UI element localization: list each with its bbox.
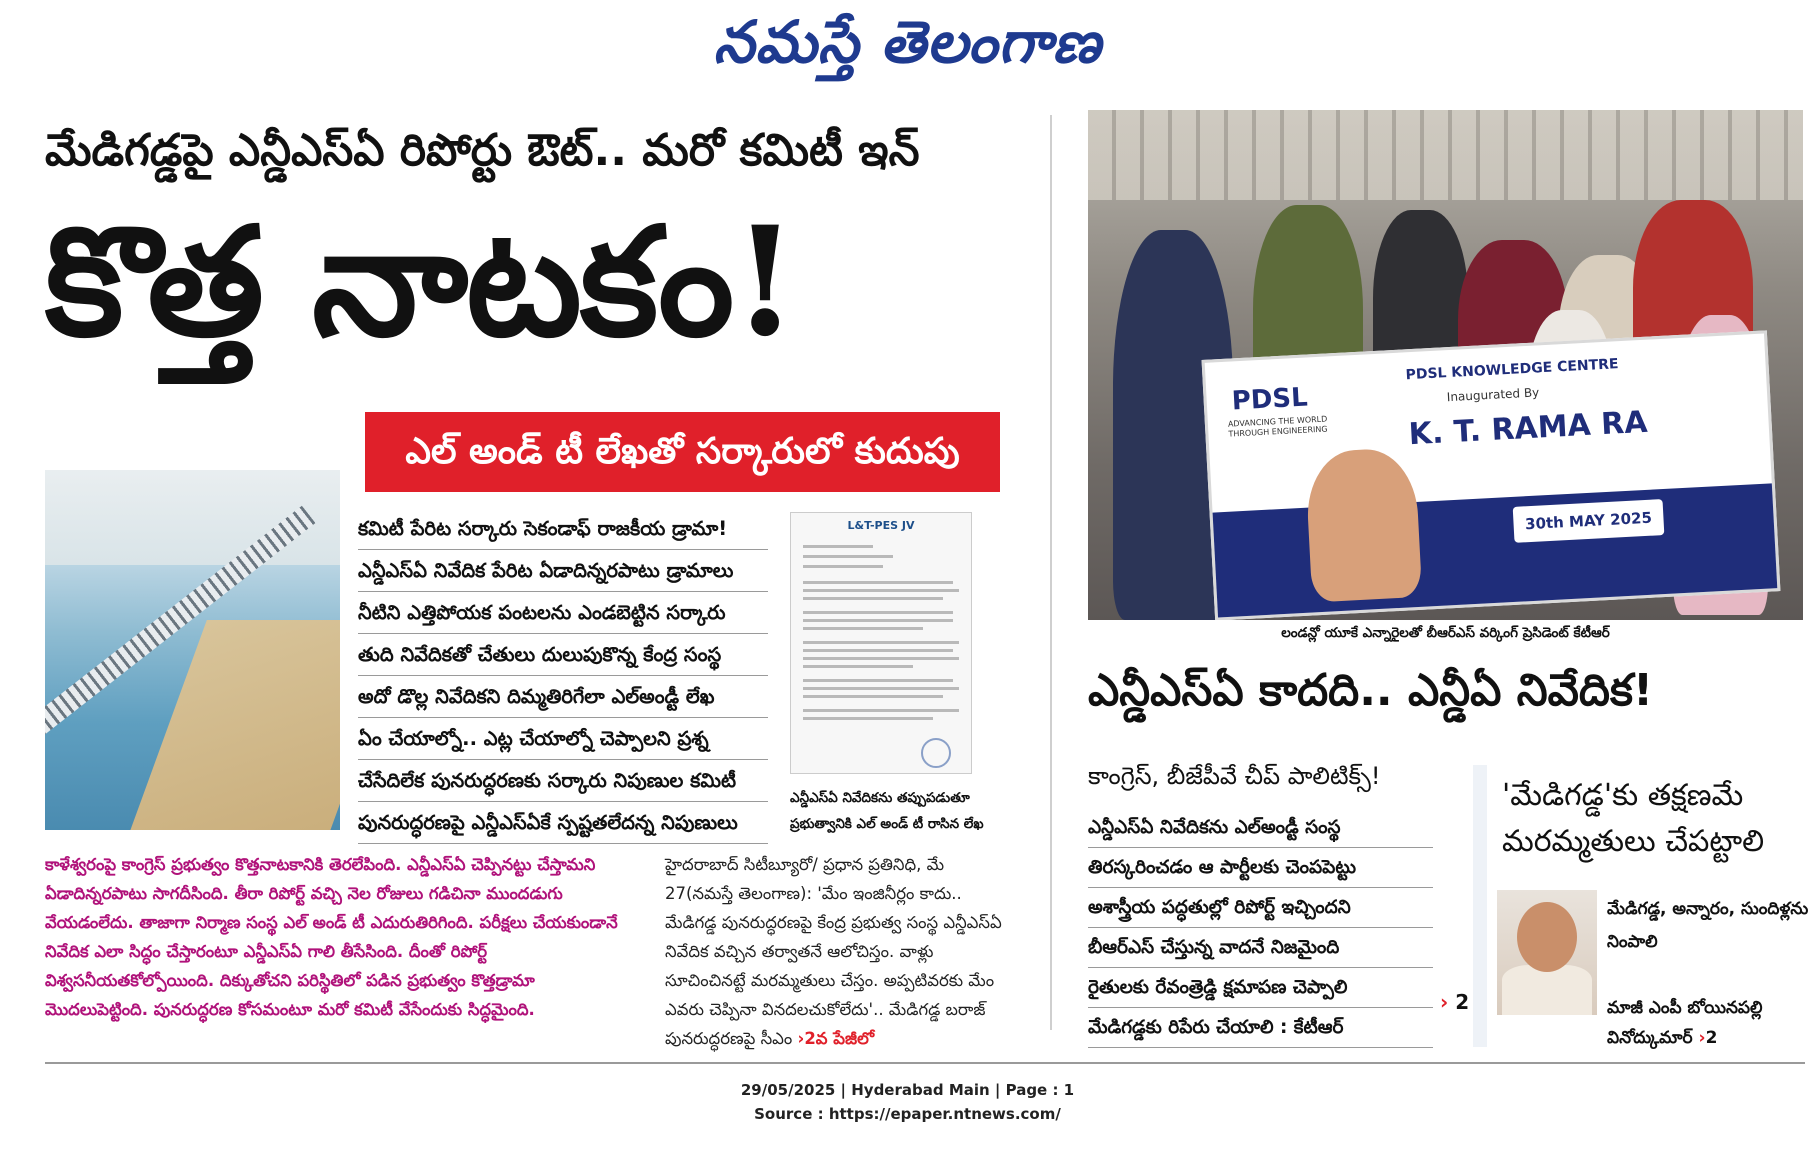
lead-bullet: చేసేదిలేక పునరుద్ధరణకు సర్కారు నిపుణుల కమిటీ — [358, 760, 768, 802]
vinod-kumar-photo — [1497, 890, 1597, 1015]
page-ref-arrow: › — [1440, 990, 1449, 1014]
banner-portrait — [1305, 447, 1423, 603]
letter-header: L&T-PES JV — [847, 519, 915, 532]
second-line: అశాస్త్రీయ పద్ధతుల్లో రిపోర్ట్ ఇచ్చిందని — [1088, 888, 1433, 928]
second-line: బీఆర్ఎస్ చేస్తున్న వాదనే నిజమైంది — [1088, 928, 1433, 968]
second-line: మేడిగడ్డకు రిపేరు చేయాలి : కేటీఆర్ — [1088, 1008, 1433, 1048]
footer-edition: 29/05/2025 | Hyderabad Main | Page : 1 — [740, 1081, 1075, 1099]
ktr-london-photo — [1088, 110, 1803, 620]
lead-summary-paragraph: కాళేశ్వరంపై కాంగ్రెస్ ప్రభుత్వం కొత్తనాటకానికి తెరలేపింది. ఎన్డీఎస్ఏ చెప్పినట్టు చేస్తామని ఏడాదిన్నరపాటు సాగదీసింది. తీరా రిపోర్ట్ వచ్చి నెల రోజులు గడిచినా ముందడుగు వేయడంలేదు. తాజాగా నిర్మాణ సంస్థ ఎల్ అండ్ టీ ఎదురుతిరిగింది. పరీక్షలు చేయకుండానే నివేదిక ఎలా సిద్ధం చేస్తారంటూ ఎన్డీఎస్ఏ గాలి తీసేసింది. దీంతో రిపోర్ట్ విశ్వసనీయతకోల్పోయింది. దిక్కుతోచని పరిస్థితిలో పడిన ప్రభుత్వం కొత్తడ్రామా మొదలుపెట్టింది. పునరుద్ధరణ కోసమంటూ మరో కమిటీ వేసేందుకు సిద్ధమైంది. — [45, 855, 618, 1019]
footer — [0, 1078, 1815, 1126]
side-headline: 'మేడిగడ్డ'కు తక్షణమే మరమ్మతులు చేపట్టాలి — [1502, 778, 1765, 859]
second-line: తిరస్కరించడం ఆ పార్టీలకు చెంపపెట్టు — [1088, 848, 1433, 888]
letter-stamp — [921, 738, 951, 768]
side-story-box — [1473, 765, 1815, 1047]
second-line: రైతులకు రేవంత్రెడ్డి క్షమాపణ చెప్పాలి — [1088, 968, 1433, 1008]
red-strap: ఎల్ అండ్ టీ లేఖతో సర్కారులో కుదుపు — [365, 412, 1000, 492]
lead-bullet: తుది నివేదికతో చేతులు దులుపుకొన్న కేంద్ర సంస్థ — [358, 634, 768, 676]
lead-report-text — [665, 850, 1005, 1053]
lead-kicker: మేడిగడ్డపై ఎన్డీఎస్ఏ రిపోర్టు ఔట్.. మరో కమిటీ ఇన్ — [45, 125, 920, 176]
report-body: హైదరాబాద్ సిటీబ్యూరో/ ప్రధాన ప్రతినిధి, మే 27(నమస్తే తెలంగాణ): 'మేం ఇంజినీర్లం కాదు.. మేడిగడ్డ పునరుద్ధరణపై కేంద్ర ప్రభుత్వ సంస్థ ఎన్డీఎస్ఏ నివేదిక వచ్చిన తర్వాతనే ఆలోచిస్తం. వాళ్లు సూచించినట్టే మరమ్మతులు చేస్తం. అప్పటివరకు మేం ఎవరు చెప్పినా వినదలచుకోలేదు'.. మేడిగడ్డ బరాజ్ పునరుద్ధరణపై సీఎం — [665, 855, 1002, 1048]
banner-logo: PDSL — [1230, 382, 1309, 417]
photo-caption: లండన్లో యూకే ఎన్నారైలతో బీఆర్ఎస్ వర్కింగ్ ప్రెసిడెంట్ కేటీఆర్ — [1281, 625, 1610, 641]
banner-tagline: ADVANCING THE WORLD THROUGH ENGINEERING — [1227, 414, 1328, 439]
side-page-ref-number: 2 — [1705, 1028, 1718, 1048]
side-subhead: మేడిగడ్డ, అన్నారం, సుందిళ్లను నింపాలి — [1607, 899, 1809, 952]
banner-title: PDSL KNOWLEDGE CENTRE — [1405, 356, 1619, 384]
lead-bullet: నీటిని ఎత్తిపోయక పంటలను ఎండబెట్టిన సర్కారు — [358, 592, 768, 634]
barrage-photo — [45, 470, 340, 830]
lead-bullet: ఎన్డీఎస్ఏ నివేదిక పేరిట ఏడాదిన్నరపాటు డ్రామాలు — [358, 550, 768, 592]
lead-bullet: అదో డొల్ల నివేదికని దిమ్మతిరిగేలా ఎల్అండ్టీ లేఖ — [358, 676, 768, 718]
photo-ceiling — [1088, 110, 1803, 200]
second-story-lines — [1088, 808, 1433, 1048]
column-divider — [1050, 115, 1052, 1030]
second-line: ఎన్డీఎస్ఏ నివేదికను ఎల్అండ్టీ సంస్థ — [1088, 808, 1433, 848]
lead-headline: కొత్త నాటకం! — [45, 194, 797, 370]
banner-inaugurated: Inaugurated By — [1446, 385, 1540, 405]
lt-letter-image — [790, 512, 972, 774]
pdsl-banner — [1202, 330, 1781, 620]
continued-link[interactable]: ›2వ పేజీలో — [797, 1029, 875, 1048]
lead-bullet: కమిటీ పేరిట సర్కారు సెకండాఫ్ రాజకీయ డ్రామా! — [358, 508, 768, 550]
masthead: నమస్తే తెలంగాణ — [713, 8, 1102, 76]
footer-rule — [45, 1062, 1805, 1064]
second-page-ref[interactable] — [1440, 990, 1469, 1014]
lead-bullet: ఏం చేయాల్నో.. ఎట్ల చేయాల్నో చెప్పాలని ప్రశ్న — [358, 718, 768, 760]
lead-bullet-list — [358, 508, 768, 844]
banner-name: K. T. RAMA RA — [1407, 404, 1649, 453]
side-byline: మాజీ ఎంపీ బోయినపల్లి వినోద్కుమార్ ›2 — [1607, 998, 1763, 1048]
second-subhead: కాంగ్రెస్, బీజేపీవే చీప్ పాలిటిక్స్! — [1088, 762, 1381, 790]
lead-bullet: పునరుద్ధరణపై ఎన్డీఎస్ఏకే స్పష్టతలేదన్న నిపుణులు — [358, 802, 768, 844]
footer-source[interactable]: Source : https://epaper.ntnews.com/ — [754, 1105, 1061, 1123]
second-headline: ఎన్డీఎస్ఏ కాదది.. ఎన్డీఏ నివేదిక! — [1088, 665, 1654, 716]
photo-sandbank — [123, 620, 340, 830]
page-ref-number: 2 — [1455, 990, 1470, 1014]
letter-caption: ఎన్డీఎస్ఏ నివేదికను తప్పుపడుతూ ప్రభుత్వానికి ఎల్ అండ్ టీ రాసిన లేఖ — [790, 790, 984, 832]
side-page-ref-arrow[interactable]: › — [1698, 1028, 1706, 1048]
banner-date: 30th MAY 2025 — [1513, 499, 1665, 543]
